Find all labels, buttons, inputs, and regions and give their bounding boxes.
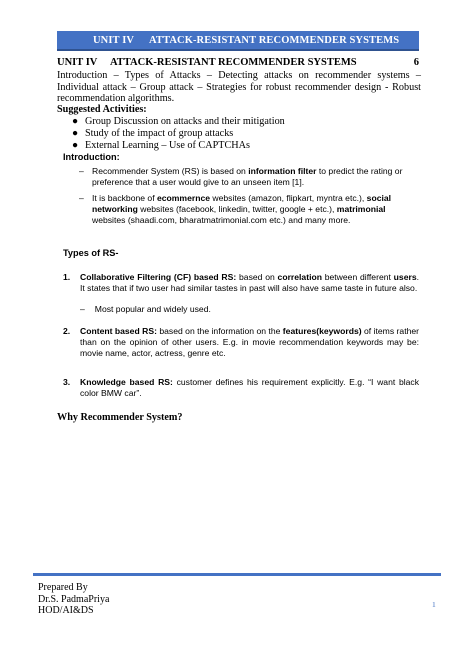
list-item: ● Study of the impact of group attacks	[72, 128, 234, 139]
bullet-icon: ●	[72, 116, 79, 127]
header-unit: UNIT IV	[93, 34, 135, 46]
bullet-icon: ●	[72, 128, 79, 139]
unit-label: UNIT IV	[57, 57, 98, 68]
author-role: HOD/AI&DS	[38, 605, 94, 616]
suggested-activities-heading: Suggested Activities:	[57, 104, 147, 115]
rs-type-knowledge: 3. Knowledge based RS: customer defines his requirement explicitly. E.g. “I want black color BMW car”.	[63, 377, 420, 398]
unit-title: ATTACK-RESISTANT RECOMMENDER SYSTEMS	[110, 57, 357, 68]
syllabus-text: Introduction – Types of Attacks – Detecting attacks on recommender systems – Individual attack – Group attack – Strategies for robust recommender design - Robust recommendation algorithms.	[57, 70, 421, 105]
why-recommender-heading: Why Recommender System?	[57, 412, 183, 423]
dash-marker: –	[79, 166, 84, 176]
page-number: 1	[432, 600, 436, 609]
suggested-activities-list	[72, 116, 285, 152]
header-title: ATTACK-RESISTANT RECOMMENDER SYSTEMS	[149, 34, 400, 46]
rs-type-content: 2. Content based RS: based on the information on the features(keywords) of items rather than on the opinion of other users. E.g. in movie recommendation keywords may be: movie name, actor, actress, genre etc.	[63, 326, 420, 358]
bullet-icon: ●	[72, 140, 79, 151]
list-item: – It is backbone of ecommernce websites (amazon, flipkart, myntra etc.), social networking websites (facebook, linkedin, twitter, google + etc.), matrimonial websites (shaadi.com, bharatmatrimonial.com etc.) and many more.	[79, 193, 392, 225]
list-item: ● External Learning – Use of CAPTCHAs	[72, 140, 250, 151]
author-name: Dr.S. PadmaPriya	[38, 593, 110, 605]
footer-divider	[33, 573, 441, 576]
unit-hours: 6	[413, 57, 419, 68]
types-heading: Types of RS-	[63, 248, 119, 258]
rs-type-collaborative-note: – Most popular and widely used.	[80, 304, 211, 314]
unit-title-row	[57, 57, 419, 68]
header-banner	[57, 31, 419, 51]
dash-marker: –	[79, 193, 84, 203]
footer-author	[38, 582, 109, 617]
prepared-by: Prepared By	[38, 582, 88, 593]
list-item: – Recommender System (RS) is based on information filter to predict the rating or preference that a user would give to an unseen item [1].	[79, 166, 403, 187]
rs-type-collaborative: 1. Collaborative Filtering (CF) based RS: based on correlation between different users. It states that if two user had similar tastes in past will also have same taste in future also.	[63, 272, 419, 293]
introduction-heading: Introduction:	[63, 152, 120, 162]
list-item: ● Group Discussion on attacks and their mitigation	[72, 116, 285, 127]
introduction-list	[79, 166, 419, 231]
